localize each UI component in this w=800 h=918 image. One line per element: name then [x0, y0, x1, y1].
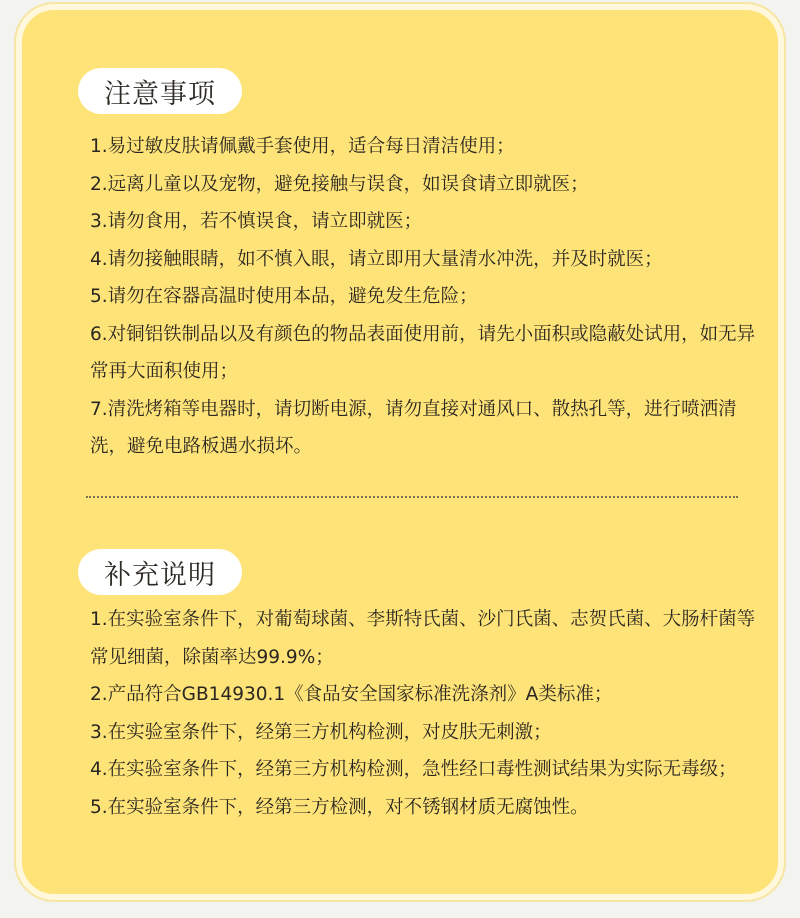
supplement-item: 4.在实验室条件下，经第三方机构检测，急性经口毒性测试结果为实际无毒级；	[90, 759, 737, 780]
dotted-divider	[86, 496, 738, 498]
notes-title: 注意事项	[104, 78, 216, 110]
supplement-item: 2.产品符合GB14930.1《食品安全国家标准洗涤剂》A类标准；	[90, 684, 613, 705]
notes-list	[90, 128, 760, 466]
notes-item: 1.易过敏皮肤请佩戴手套使用，适合每日清洁使用；	[90, 136, 515, 157]
notes-item: 2.远离儿童以及宠物，避免接触与误食，如误食请立即就医；	[90, 173, 589, 195]
info-card	[14, 2, 786, 902]
supplement-title: 补充说明	[104, 559, 216, 591]
notes-item: 4.请勿接触眼睛，如不慎入眼，请立即用大量清水冲洗，并及时就医；	[90, 248, 663, 270]
notes-item: 7.清洗烤箱等电器时，请切断电源，请勿直接对通风口、散热孔等，进行喷洒清洗，避免电路板遇水损坏。	[90, 398, 737, 457]
notes-item: 3.请勿食用，若不慎误食，请立即就医；	[90, 211, 423, 232]
supplement-title-pill	[78, 549, 242, 595]
supplement-list	[90, 601, 760, 826]
notes-item: 5.请勿在容器高温时使用本品，避免发生危险；	[90, 286, 478, 307]
supplement-item: 5.在实验室条件下，经第三方检测，对不锈钢材质无腐蚀性。	[90, 796, 589, 818]
notes-item: 6.对铜铝铁制品以及有颜色的物品表面使用前，请先小面积或隐蔽处试用，如无异常再大面积使用；	[90, 323, 756, 382]
supplement-item: 3.在实验室条件下，经第三方机构检测，对皮肤无刺激；	[90, 721, 552, 743]
notes-title-pill	[78, 68, 242, 114]
supplement-item: 1.在实验室条件下，对葡萄球菌、李斯特氏菌、沙门氏菌、志贺氏菌、大肠杆菌等常见细菌，除菌率达99.9%；	[90, 609, 756, 668]
